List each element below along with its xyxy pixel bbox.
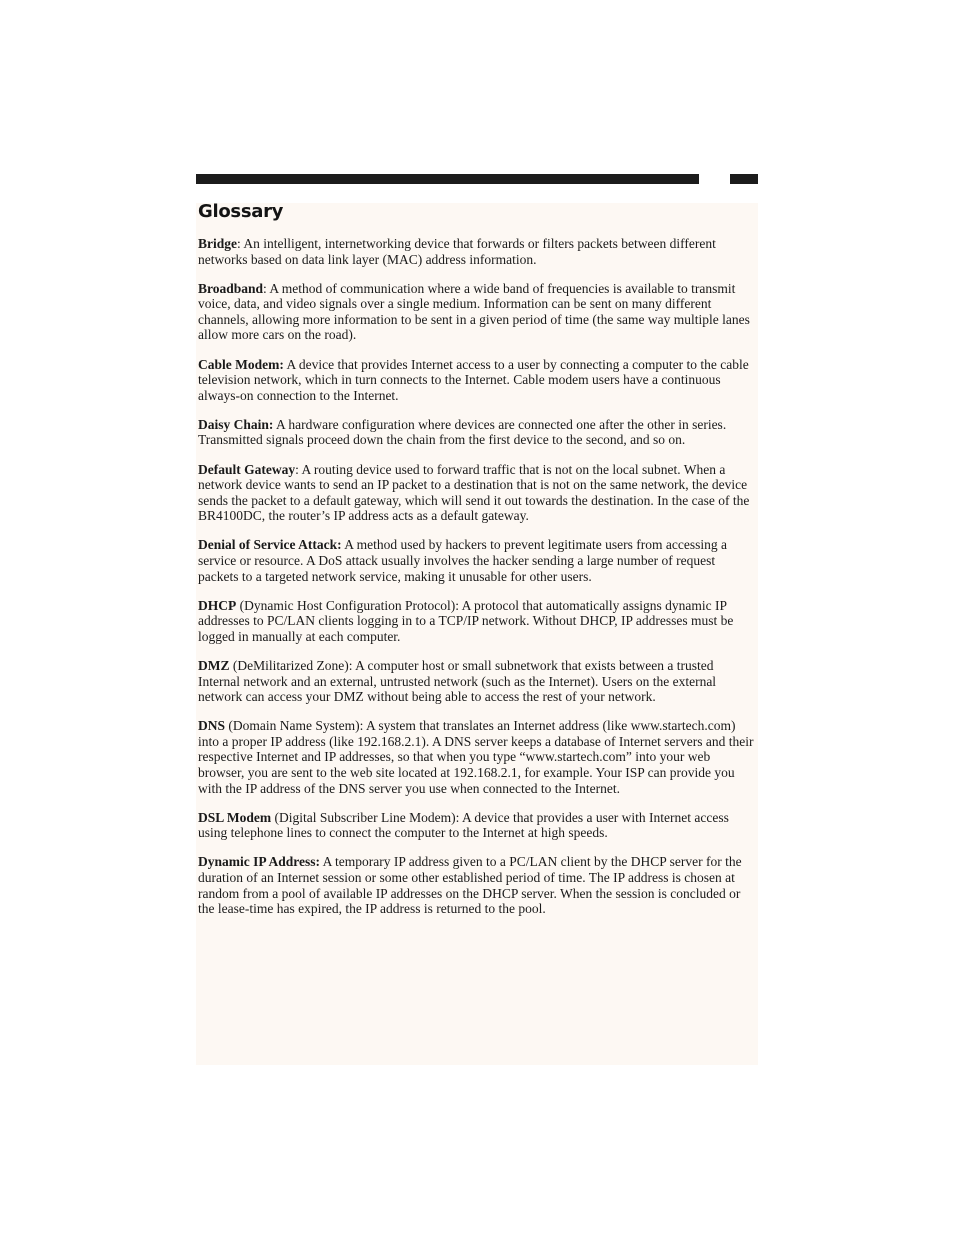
- glossary-entry-dns: [198, 718, 756, 796]
- glossary-term: Daisy Chain:: [198, 416, 274, 432]
- glossary-definition: (Domain Name System): A system that translates an Internet address (like www.startech.com) into a proper IP address (like 192.168.2.1). A DNS server keeps a database of Internet servers and their respective Internet and IP addresses, so that when you type “www.startech.com” into your web browser, you are sent to the web site located at 192.168.2.1, for example. Your ISP can provide you with the IP address of the DNS server you use when connected to the Internet.: [198, 718, 754, 796]
- glossary-definition: A hardware configuration where devices are connected one after the other in series. Transmitted signals proceed down the chain from the first device to the second, and so on.: [198, 416, 727, 448]
- glossary-definition: (Dynamic Host Configuration Protocol): A protocol that automatically assigns dynamic IP addresses to PC/LAN clients logging in to a TCP/IP network. Without DHCP, IP addresses must be logged in manually at each computer.: [198, 597, 734, 644]
- glossary-entry-denial-of-service: [198, 537, 756, 584]
- header-tab-marker: [730, 174, 758, 184]
- glossary-entry-broadband: [198, 281, 756, 343]
- glossary-entry-dynamic-ip: [198, 854, 756, 916]
- glossary-definition: : An intelligent, internetworking device that forwards or filters packets between different networks based on data link layer (MAC) address information.: [198, 236, 716, 267]
- glossary-term: DNS: [198, 718, 226, 734]
- glossary-term: DHCP: [198, 597, 237, 613]
- glossary-definition: : A method of communication where a wide band of frequencies is available to transmit voice, data, and video signals over a single medium. Information can be sent on many different channels, allowing more information to be sent in a given period of time (the same way multiple lanes allow more cars on the road).: [198, 280, 750, 343]
- glossary-term: Bridge: [198, 236, 237, 251]
- glossary-entry-cable-modem: [198, 357, 756, 404]
- glossary-entry-default-gateway: [198, 462, 756, 524]
- glossary-entry-dsl-modem: [198, 810, 756, 841]
- glossary-definition: : A routing device used to forward traffic that is not on the local subnet. When a network device wants to send an IP packet to a destination that is not on the same network, the device sends the packet to a default gateway, which will send it out towards the destination. In the case of the BR4100DC, the router’s IP address acts as a default gateway.: [198, 461, 750, 524]
- glossary-entry-daisy-chain: [198, 417, 756, 448]
- glossary-term: DSL Modem: [198, 809, 272, 825]
- glossary-definition: A method used by hackers to prevent legitimate users from accessing a service or resource. A DoS attack usually involves the hacker sending a large number of request packets to a targeted network service, making it unusable for other users.: [198, 537, 727, 584]
- glossary-entry-dmz: [198, 658, 756, 705]
- glossary-term: Default Gateway: [198, 461, 296, 477]
- glossary-definition: A device that provides Internet access to a user by connecting a computer to the cable television network, which in turn connects to the Internet. Cable modem users have a continuous always-on connection to the Internet.: [198, 356, 749, 403]
- glossary-term: Dynamic IP Address:: [198, 854, 321, 870]
- header-rule: [196, 174, 699, 184]
- page-title: Glossary: [198, 201, 284, 222]
- glossary-term: DMZ: [198, 657, 230, 673]
- glossary-entry-bridge: [198, 236, 756, 267]
- glossary-list: [198, 236, 756, 930]
- glossary-definition: (Digital Subscriber Line Modem): A device that provides a user with Internet access using telephone lines to connect the computer to the Internet at high speeds.: [198, 809, 729, 841]
- glossary-definition: A temporary IP address given to a PC/LAN client by the DHCP server for the duration of an Internet session or some other established period of time. The IP address is chosen at random from a pool of available IP addresses on the DHCP server. When the session is concluded or the lease-time has expired, the IP address is returned to the pool.: [198, 854, 742, 917]
- glossary-term: Broadband: [198, 280, 264, 296]
- glossary-term: Cable Modem:: [198, 356, 284, 372]
- glossary-definition: (DeMilitarized Zone): A computer host or small subnetwork that exists between a trusted Internal network and an external, untrusted network (such as the Internet). Users on the external network can access your DMZ without being able to access the rest of your network.: [198, 657, 717, 705]
- glossary-entry-dhcp: [198, 598, 756, 645]
- glossary-term: Denial of Service Attack:: [198, 537, 342, 553]
